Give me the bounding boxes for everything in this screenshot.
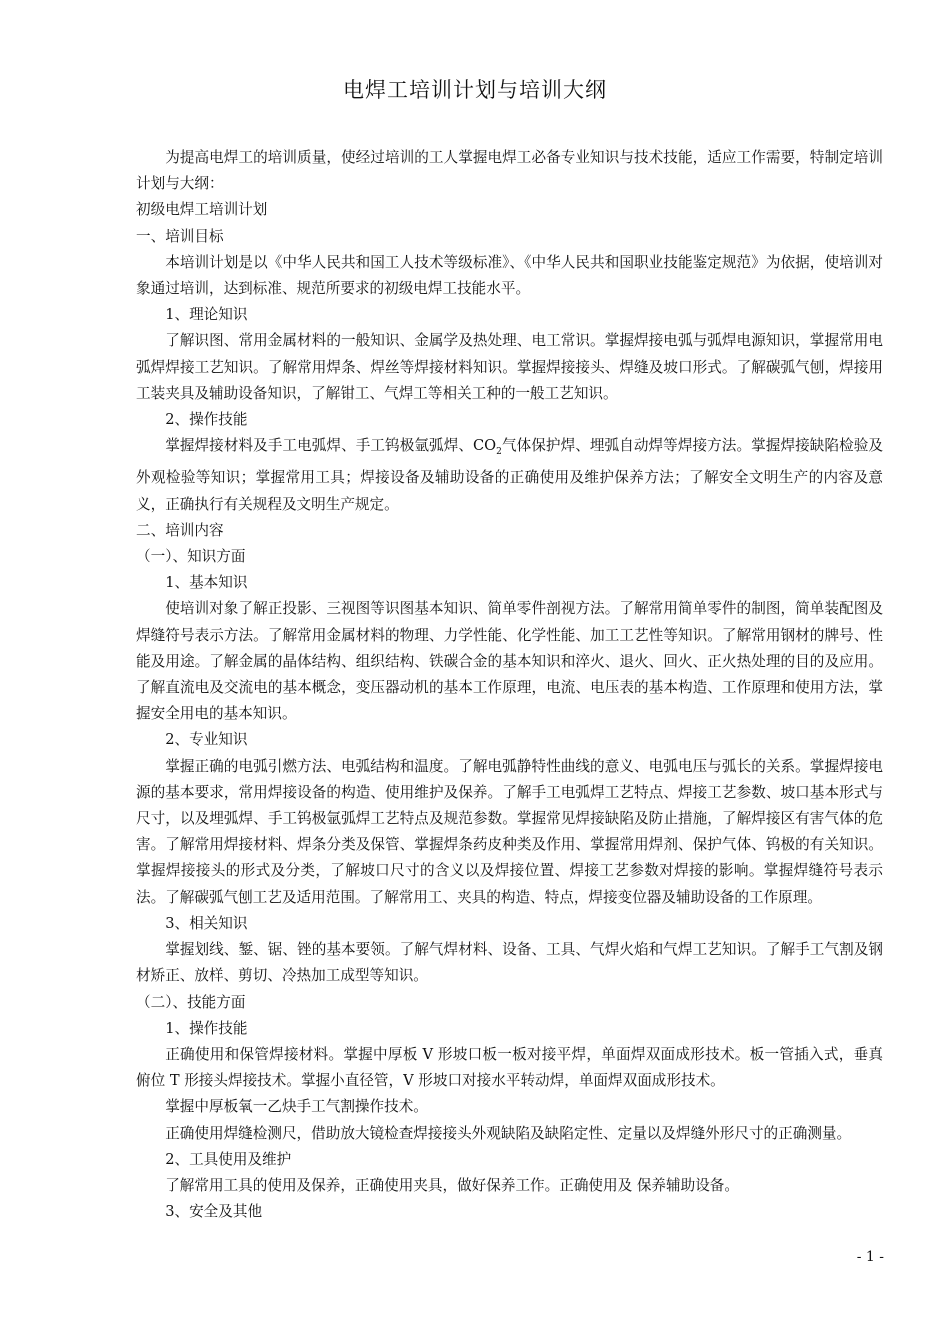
document-title: 电焊工培训计划与培训大纲 [343,78,607,102]
operation-skills-text-pre: 掌握焊接材料及手工电弧焊、手工钨极氩弧焊、CO [165,437,497,455]
theory-paragraph: 了解识图、常用金属材料的一般知识、金属学及热处理、电工常识。掌握焊接电弧与弧焊电源知识，掌握常用电弧焊焊接工艺知识。了解常用焊条、焊丝等焊接材料知识。掌握焊接接头、焊缝及坡口形式。了解碳弧气刨，焊接用工装夹具及辅助设备知识，了解钳工、气焊工等相关工种的一般工艺知识。 [136,332,883,402]
subheading-tools: 2、工具使用及维护 [165,1150,292,1168]
goals-paragraph: 本培训计划是以《中华人民共和国工人技术等级标准》、《中华人民共和国职业技能鉴定规范》为依据，使培训对象通过培训，达到标准、规范所要求的初级电焊工技能水平。 [136,253,883,298]
skill-operation-paragraph-3: 正确使用焊缝检测尺，借助放大镜检查焊接接头外观缺陷及缺陷定性、定量以及焊缝外形尺寸的正确测量。 [165,1124,852,1142]
subheading-related-knowledge: 3、相关知识 [165,914,248,932]
operation-skills-text-post: 气体保护焊、埋弧自动焊等焊接方法。掌握焊接缺陷检验及外观检验等知识；掌握常用工具；焊接设备及辅助设备的正确使用及维护保养方法；了解安全文明生产的内容及意义，正确执行有关规程及文明生产规定。 [136,437,883,513]
document-body [136,145,883,1225]
tools-paragraph: 了解常用工具的使用及保养，正确使用夹具，做好保养工作。正确使用及 保养辅助设备。 [165,1176,739,1194]
operation-skills-paragraph [136,433,883,518]
page-number: - 1 - [856,1249,884,1265]
section-heading-content: 二、培训内容 [136,521,224,539]
section-heading-goals: 一、培训目标 [136,227,224,245]
intro-paragraph: 为提高电焊工的培训质量，使经过培训的工人掌握电焊工必备专业知识与技术技能，适应工作需要，特制定培训计划与大纲： [136,149,883,193]
subheading-basic-knowledge: 1、基本知识 [165,574,248,592]
subsection-heading-skills: （二）、技能方面 [136,993,246,1011]
basic-knowledge-paragraph: 使培训对象了解正投影、三视图等识图基本知识、简单零件剖视方法。了解常用简单零件的制图，简单装配图及焊缝符号表示方法。了解常用金属材料的物理、力学性能、化学性能、加工工艺性等知识。了解常用钢材的牌号、性能及用途。了解金属的晶体结构、组织结构、铁碳合金的基本知识和淬火、退火、回火、正火热处理的目的及应用。了解直流电及交流电的基本概念，变压器动机的基本工作原理，电流、电压表的基本构造、工作原理和使用方法，掌握安全用电的基本知识。 [136,600,883,723]
professional-knowledge-paragraph: 掌握正确的电弧引燃方法、电弧结构和温度。了解电弧静特性曲线的意义、电弧电压与弧长的关系。掌握焊接电源的基本要求，常用焊接设备的构造、使用维护及保养。了解手工电弧焊工艺特点、焊接工艺参数、坡口基本形式与尺寸，以及埋弧焊、手工钨极氩弧焊工艺特点及规范参数。掌握常见焊接缺陷及防止措施，了解焊接区有害气体的危害。了解常用焊接材料、焊条分类及保管、掌握焊条药皮种类及作用、掌握常用焊剂、保护气体、钨极的有关知识。掌握焊接接头的形式及分类，了解坡口尺寸的含义以及焊接位置、焊接工艺参数对焊接的影响。掌握焊缝符号表示法。了解碳弧气刨工艺及适用范围。了解常用工、夹具的构造、特点，焊接变位器及辅助设备的工作原理。 [136,757,883,906]
subheading-skill-operation: 1、操作技能 [165,1019,248,1037]
co2-subscript: 2 [496,447,502,458]
subheading-theory: 1、理论知识 [165,306,248,324]
skill-operation-paragraph-1: 正确使用和保管焊接材料。掌握中厚板 V 形坡口板一板对接平焊，单面焊双面成形技术。板一管插入式，垂真俯位 T 形接头焊接技术。掌握小直径管，V 形坡口对接水平转动焊，单面焊双面成形技术。 [136,1045,883,1090]
subheading-operation-skills: 2、操作技能 [165,411,248,429]
subsection-heading-knowledge: （一）、知识方面 [136,548,246,566]
skill-operation-paragraph-2: 掌握中厚板氧一乙炔手工气割操作技术。 [165,1098,428,1116]
subheading-professional-knowledge: 2、专业知识 [165,731,248,749]
related-knowledge-paragraph: 掌握划线、錾、锯、锉的基本要领。了解气焊材料、设备、工具、气焊火焰和气焊工艺知识。了解手工气割及钢材矫正、放样、剪切、冷热加工成型等知识。 [136,941,883,985]
subheading-safety: 3、安全及其他 [165,1203,263,1221]
plan-heading: 初级电焊工培训计划 [136,201,268,219]
